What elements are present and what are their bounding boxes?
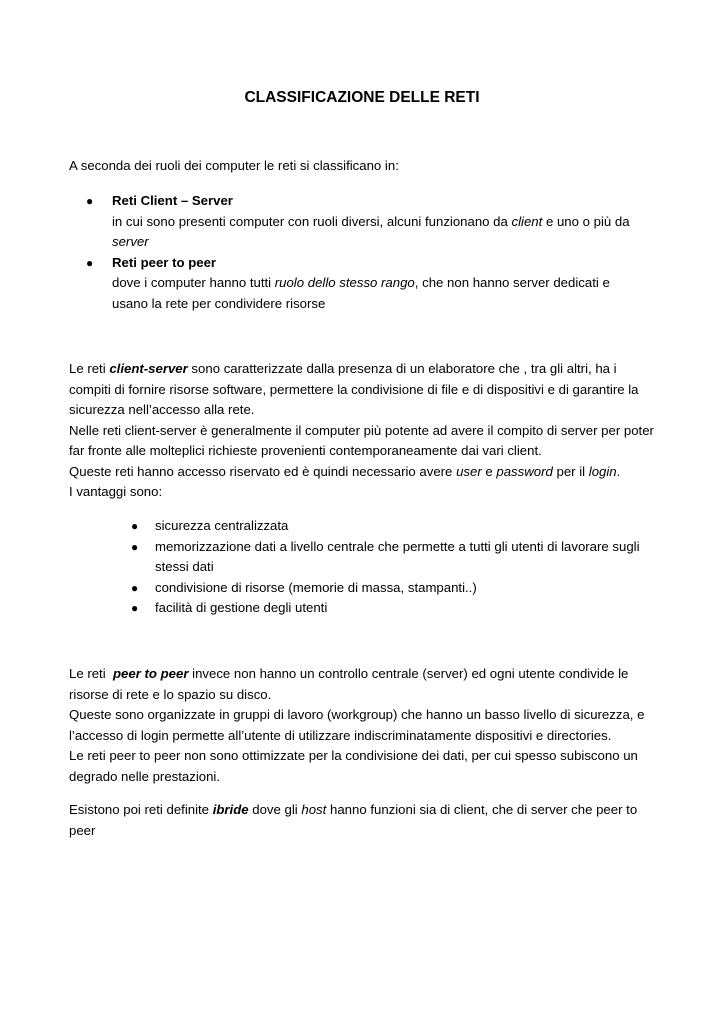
paragraph: Le reti peer to peer non sono ottimizzate per la condivisione dei dati, per cui spesso subiscono un degrado nelle prestazioni.	[69, 748, 638, 784]
text: .	[616, 463, 621, 479]
list-item-text: sicurezza centralizzata	[155, 518, 289, 533]
advantages-list	[69, 516, 669, 619]
text: Le reti	[69, 361, 110, 376]
text: invece non hanno un controllo centrale (server) ed ogni utente condivide le risorse di rete e lo spazio su disco.	[69, 666, 629, 702]
text: per il	[552, 463, 589, 479]
text: hanno funzioni sia di client, che di server che peer to peer	[69, 802, 638, 838]
list-item-client-server	[69, 191, 659, 253]
bullet-icon: ●	[86, 255, 94, 270]
text-italic: user	[456, 463, 482, 479]
paragraph: Queste sono organizzate in gruppi di lavoro (workgroup) che hanno un basso livello di sicurezza, e l’accesso di login permette all’utente di utilizzare indiscriminatamente dispositivi e directories.	[69, 707, 645, 743]
list-item-text: memorizzazione dati a livello centrale che permette a tutti gli utenti di lavorare sugli stessi dati	[155, 538, 640, 574]
paragraph	[69, 664, 659, 705]
item-text: e uno o più da	[542, 213, 630, 229]
text-italic: password	[496, 463, 553, 479]
item-text: dove i computer hanno tutti	[112, 275, 275, 290]
item-heading: Reti peer to peer	[112, 254, 217, 270]
list-item	[69, 598, 669, 619]
bullet-icon: ●	[131, 539, 139, 554]
intro-paragraph: A seconda dei ruoli dei computer le reti si classificano in:	[69, 158, 399, 173]
bullet-icon: ●	[131, 519, 139, 533]
list-item	[69, 516, 669, 537]
text: Esistono poi reti definite	[69, 802, 213, 817]
item-text-italic: server	[112, 234, 149, 249]
text-italic: login	[588, 463, 617, 479]
item-text: , che non hanno server dedicati e	[414, 275, 610, 290]
peer-to-peer-section	[69, 664, 659, 787]
list-item-text: condivisione di risorse (memorie di massa, stampanti..)	[155, 579, 477, 595]
item-text-italic: ruolo dello stesso rango	[274, 275, 415, 290]
network-types-list	[69, 191, 659, 314]
item-text: usano la rete per condividere risorse	[112, 295, 326, 311]
list-item	[69, 537, 669, 578]
text-bold-italic: ibride	[212, 802, 249, 817]
list-item-text: facilità di gestione degli utenti	[155, 600, 328, 615]
list-item-peer-to-peer	[69, 253, 659, 315]
text-italic: host	[301, 802, 327, 817]
text: e	[481, 463, 497, 479]
item-heading: Reti Client – Server	[112, 193, 233, 208]
client-server-section	[69, 359, 659, 503]
text: sono caratterizzate dalla presenza di un elaboratore che , tra gli altri, ha i compiti di fornire risorse software, permettere la condivisione di file e di dispositivi e di garantire la sicurezza nell’accesso alla rete.	[69, 361, 639, 417]
bullet-icon: ●	[131, 580, 139, 595]
text-bold-italic: client-server	[109, 361, 188, 376]
hybrid-paragraph	[69, 800, 659, 841]
item-text: in cui sono presenti computer con ruoli diversi, alcuni funzionano da	[112, 213, 512, 229]
list-item	[69, 578, 669, 599]
page-title: CLASSIFICAZIONE DELLE RETI	[244, 89, 480, 106]
bullet-icon: ●	[131, 601, 139, 615]
text: Queste reti hanno accesso riservato ed è quindi necessario avere	[69, 463, 457, 479]
text: Le reti	[69, 666, 113, 681]
text-bold-italic: peer to peer	[112, 666, 189, 681]
paragraph: I vantaggi sono:	[69, 484, 163, 499]
paragraph	[69, 359, 659, 421]
text: dove gli	[248, 802, 302, 817]
bullet-icon: ●	[86, 194, 94, 208]
paragraph: Nelle reti client-server è generalmente il computer più potente ad avere il compito di server per poter far fronte alle molteplici richieste provenienti contemporaneamente dai vari client.	[69, 422, 654, 458]
item-text-italic: client	[511, 213, 543, 229]
paragraph	[69, 462, 659, 483]
